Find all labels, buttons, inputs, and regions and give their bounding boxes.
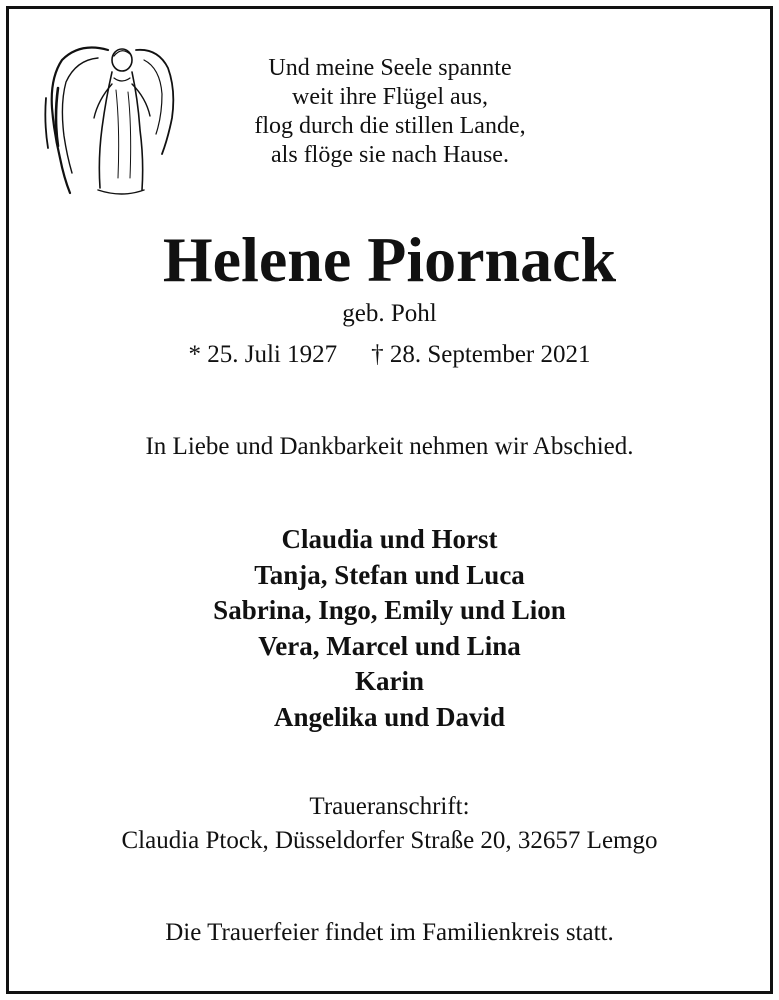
mourner-line: Sabrina, Ingo, Emily und Lion — [213, 595, 566, 625]
mourner-line: Angelika und David — [273, 701, 506, 732]
maiden-name: geb. Pohl — [342, 300, 437, 327]
deceased-name: Helene Piornack — [162, 224, 617, 295]
angel-icon — [40, 38, 180, 203]
poem-line: weit ihre Flügel aus, — [292, 84, 488, 110]
death-date: † 28. September 2021 — [371, 341, 591, 368]
poem-line: flog durch die stillen Lande, — [254, 113, 526, 139]
life-dates — [0, 339, 779, 371]
poem — [200, 54, 580, 170]
birth-date: * 25. Juli 1927 — [188, 341, 338, 368]
mourning-address — [0, 790, 779, 858]
poem-line: Und meine Seele spannte — [268, 55, 512, 81]
address-label: Traueranschrift: — [309, 793, 470, 820]
mourners-list — [0, 522, 779, 735]
farewell-text: In Liebe und Dankbarkeit nehmen wir Abschied. — [145, 433, 634, 460]
mourner-line: Claudia und Horst — [281, 524, 498, 554]
poem-line: als flöge sie nach Hause. — [271, 142, 509, 168]
address-line: Claudia Ptock, Düsseldorfer Straße 20, 32657 Lemgo — [121, 827, 658, 854]
mourner-line: Vera, Marcel und Lina — [258, 630, 521, 661]
mourner-line: Tanja, Stefan und Luca — [254, 559, 525, 590]
service-note: Die Trauerfeier findet im Familienkreis statt. — [165, 919, 614, 946]
mourner-line: Karin — [354, 666, 424, 696]
